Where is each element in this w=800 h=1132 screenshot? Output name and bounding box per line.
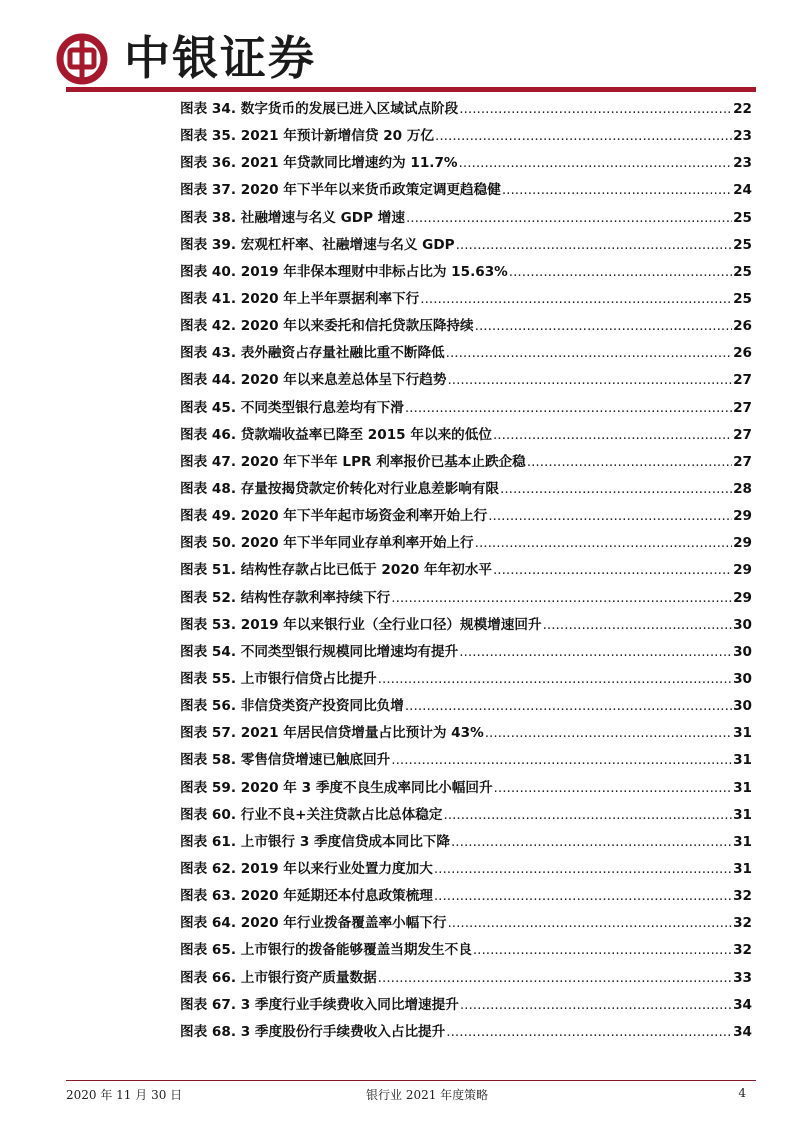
toc-entry[interactable]	[180, 803, 752, 830]
toc-entry-page: 32	[733, 942, 752, 959]
toc-entry-label: 图表 50. 2020 年下半年同业存单利率开始上行	[180, 535, 474, 552]
toc-dot-leader	[451, 834, 732, 850]
toc-entry[interactable]	[180, 857, 752, 884]
toc-entry-page: 25	[733, 209, 752, 226]
toc-entry[interactable]	[180, 640, 752, 667]
toc-entry[interactable]	[180, 396, 752, 423]
toc-entry-label: 图表 55. 上市银行信贷占比提升	[180, 670, 377, 687]
toc-entry-label: 图表 40. 2019 年非保本理财中非标占比为 15.63%	[180, 263, 508, 280]
toc-entry[interactable]	[180, 341, 752, 368]
toc-entry-label: 图表 66. 上市银行资产质量数据	[180, 969, 377, 986]
toc-dot-leader	[443, 807, 732, 823]
toc-entry[interactable]	[180, 938, 752, 965]
toc-entry-page: 31	[733, 779, 752, 796]
toc-entry[interactable]	[180, 124, 752, 151]
toc-dot-leader	[447, 915, 732, 931]
toc-dot-leader	[406, 210, 732, 226]
toc-entry-page: 25	[733, 263, 752, 280]
toc-entry[interactable]	[180, 966, 752, 993]
toc-entry-label: 图表 48. 存量按揭贷款定价转化对行业息差影响有限	[180, 480, 500, 497]
toc-dot-leader	[446, 1024, 732, 1040]
toc-entry-page: 29	[733, 589, 752, 606]
toc-entry-page: 26	[733, 345, 752, 362]
toc-entry-label: 图表 59. 2020 年 3 季度不良生成率同比小幅回升	[180, 779, 493, 796]
toc-entry-label: 图表 44. 2020 年以来息差总体呈下行趋势	[180, 372, 447, 389]
toc-entry-page: 24	[733, 182, 752, 199]
toc-dot-leader	[391, 590, 732, 606]
toc-entry-page: 30	[733, 670, 752, 687]
toc-dot-leader	[494, 780, 733, 796]
toc-dot-leader	[435, 128, 732, 144]
toc-entry-label: 图表 54. 不同类型银行规模同比增速均有提升	[180, 643, 459, 660]
brand-name: 中银证券	[124, 31, 316, 85]
toc-dot-leader	[434, 861, 732, 877]
toc-entry[interactable]	[180, 314, 752, 341]
toc-entry[interactable]	[180, 178, 752, 205]
toc-dot-leader	[493, 427, 732, 443]
toc-entry-page: 27	[733, 399, 752, 416]
toc-dot-leader	[459, 101, 732, 117]
toc-entry-page: 26	[733, 318, 752, 335]
toc-entry-label: 图表 46. 贷款端收益率已降至 2015 年以来的低位	[180, 426, 492, 443]
toc-entry-page: 27	[733, 426, 752, 443]
toc-entry-label: 图表 67. 3 季度行业手续费收入同比增速提升	[180, 996, 459, 1013]
toc-entry[interactable]	[180, 694, 752, 721]
toc-entry[interactable]	[180, 206, 752, 233]
toc-entry-page: 31	[733, 860, 752, 877]
footer-report-title: 银行业 2021 年度策略	[366, 1088, 489, 1102]
footer-page-number: 4	[738, 1086, 746, 1100]
toc-entry-label: 图表 34. 数字货币的发展已进入区域试点阶段	[180, 101, 459, 117]
toc-entry-page: 32	[733, 915, 752, 932]
toc-entry-page: 29	[733, 535, 752, 552]
toc-entry[interactable]	[180, 558, 752, 585]
toc-entry-page: 29	[733, 508, 752, 525]
toc-entry-label: 图表 41. 2020 年上半年票据利率下行	[180, 290, 420, 307]
toc-entry-label: 图表 61. 上市银行 3 季度信贷成本同比下降	[180, 833, 450, 850]
toc-dot-leader	[378, 970, 732, 986]
toc-entry[interactable]	[180, 748, 752, 775]
toc-entry[interactable]	[180, 531, 752, 558]
toc-entry-label: 图表 42. 2020 年以来委托和信托贷款压降持续	[180, 318, 474, 335]
page-header	[0, 0, 800, 92]
toc-entry[interactable]	[180, 450, 752, 477]
toc-dot-leader	[446, 345, 732, 361]
toc-entry-page: 28	[733, 480, 752, 497]
toc-entry[interactable]	[180, 613, 752, 640]
toc-entry-label: 图表 53. 2019 年以来银行业（全行业口径）规模增速回升	[180, 616, 542, 633]
toc-entry-page: 33	[733, 969, 752, 986]
toc-entry-label: 图表 43. 表外融资占存量社融比重不断降低	[180, 345, 445, 362]
toc-dot-leader	[460, 997, 732, 1013]
toc-dot-leader	[420, 291, 732, 307]
toc-entry-label: 图表 52. 结构性存款利率持续下行	[180, 589, 391, 606]
toc-entry[interactable]	[180, 911, 752, 938]
toc-entry-page: 31	[733, 806, 752, 823]
toc-dot-leader	[475, 535, 732, 551]
toc-entry-page: 23	[733, 128, 752, 145]
toc-dot-leader	[485, 725, 732, 741]
toc-entry-label: 图表 38. 社融增速与名义 GDP 增速	[180, 209, 405, 226]
toc-entry-label: 图表 56. 非信贷类资产投资同比负增	[180, 698, 404, 715]
toc-entry-label: 图表 58. 零售信贷增速已触底回升	[180, 752, 391, 769]
toc-entry-page: 31	[733, 833, 752, 850]
toc-dot-leader	[405, 698, 732, 714]
toc-entry[interactable]	[180, 993, 752, 1020]
toc-entry-label: 图表 63. 2020 年延期还本付息政策梳理	[180, 888, 433, 905]
toc-entry-page: 29	[733, 562, 752, 579]
toc-entry-label: 图表 35. 2021 年预计新增信贷 20 万亿	[180, 128, 435, 145]
toc-dot-leader	[527, 454, 732, 470]
toc-entry[interactable]	[180, 151, 752, 178]
toc-entry[interactable]	[180, 504, 752, 531]
toc-entry[interactable]	[180, 368, 752, 395]
toc-entry-page: 30	[733, 698, 752, 715]
toc-entry[interactable]	[180, 586, 752, 613]
toc-dot-leader	[456, 237, 732, 253]
toc-entry-label: 图表 65. 上市银行的拨备能够覆盖当期发生不良	[180, 942, 472, 959]
toc-entry[interactable]	[180, 97, 752, 124]
toc-dot-leader	[391, 752, 732, 768]
page-footer	[66, 1086, 756, 1104]
toc-entry-page: 34	[733, 996, 752, 1013]
toc-entry-page: 32	[733, 888, 752, 905]
header-divider	[66, 87, 756, 92]
toc-entry-label: 图表 49. 2020 年下半年起市场资金利率开始上行	[180, 508, 488, 525]
footer-date: 2020 年 11 月 30 日	[66, 1088, 183, 1102]
toc-entry[interactable]	[180, 776, 752, 803]
toc-entry-page: 30	[733, 616, 752, 633]
toc-dot-leader	[434, 888, 732, 904]
toc-dot-leader	[405, 400, 732, 416]
toc-entry-page: 31	[733, 752, 752, 769]
toc-entry-label: 图表 68. 3 季度股份行手续费收入占比提升	[180, 1023, 446, 1040]
toc-entry[interactable]	[180, 1020, 752, 1047]
toc-entry-page: 30	[733, 643, 752, 660]
toc-entry[interactable]	[180, 423, 752, 450]
toc-entry[interactable]	[180, 884, 752, 911]
toc-dot-leader	[493, 562, 732, 578]
toc-entry-page: 25	[733, 236, 752, 253]
toc-dot-leader	[447, 372, 732, 388]
toc-entry-page: 31	[733, 725, 752, 742]
toc-entry-page: 34	[733, 1023, 752, 1040]
toc-entry-page: 27	[733, 372, 752, 389]
toc-dot-leader	[459, 644, 732, 660]
toc-dot-leader	[543, 617, 732, 633]
toc-entry[interactable]	[180, 830, 752, 857]
toc-dot-leader	[378, 671, 732, 687]
footer-divider	[66, 1080, 756, 1081]
toc-entry-page: 27	[733, 453, 752, 470]
toc-entry-label: 图表 39. 宏观杠杆率、社融增速与名义 GDP	[180, 236, 455, 253]
toc-entry-page: 23	[733, 155, 752, 172]
toc-entry-label: 图表 62. 2019 年以来行业处置力度加大	[180, 860, 433, 877]
bank-of-china-logo-icon	[56, 33, 108, 85]
figure-index-list	[180, 97, 752, 1047]
toc-entry-page: 22	[733, 101, 752, 117]
toc-entry-label: 图表 37. 2020 年下半年以来货币政策定调更趋稳健	[180, 182, 501, 199]
toc-entry-label: 图表 47. 2020 年下半年 LPR 利率报价已基本止跌企稳	[180, 453, 526, 470]
toc-dot-leader	[500, 481, 732, 497]
toc-entry-label: 图表 51. 结构性存款占比已低于 2020 年年初水平	[180, 562, 492, 579]
toc-entry[interactable]	[180, 287, 752, 314]
toc-entry[interactable]	[180, 260, 752, 287]
toc-entry-label: 图表 45. 不同类型银行息差均有下滑	[180, 399, 404, 416]
toc-entry[interactable]	[180, 477, 752, 504]
toc-dot-leader	[459, 155, 733, 171]
toc-entry[interactable]	[180, 667, 752, 694]
toc-entry-label: 图表 60. 行业不良+关注贷款占比总体稳定	[180, 806, 443, 823]
toc-dot-leader	[475, 318, 732, 334]
toc-dot-leader	[488, 508, 732, 524]
toc-entry-label: 图表 36. 2021 年贷款同比增速约为 11.7%	[180, 155, 458, 172]
toc-dot-leader	[502, 182, 732, 198]
toc-dot-leader	[473, 942, 732, 958]
toc-entry[interactable]	[180, 721, 752, 748]
toc-dot-leader	[509, 264, 732, 280]
toc-entry[interactable]	[180, 233, 752, 260]
toc-entry-label: 图表 64. 2020 年行业拨备覆盖率小幅下行	[180, 915, 447, 932]
toc-entry-label: 图表 57. 2021 年居民信贷增量占比预计为 43%	[180, 725, 484, 742]
toc-entry-page: 25	[733, 290, 752, 307]
